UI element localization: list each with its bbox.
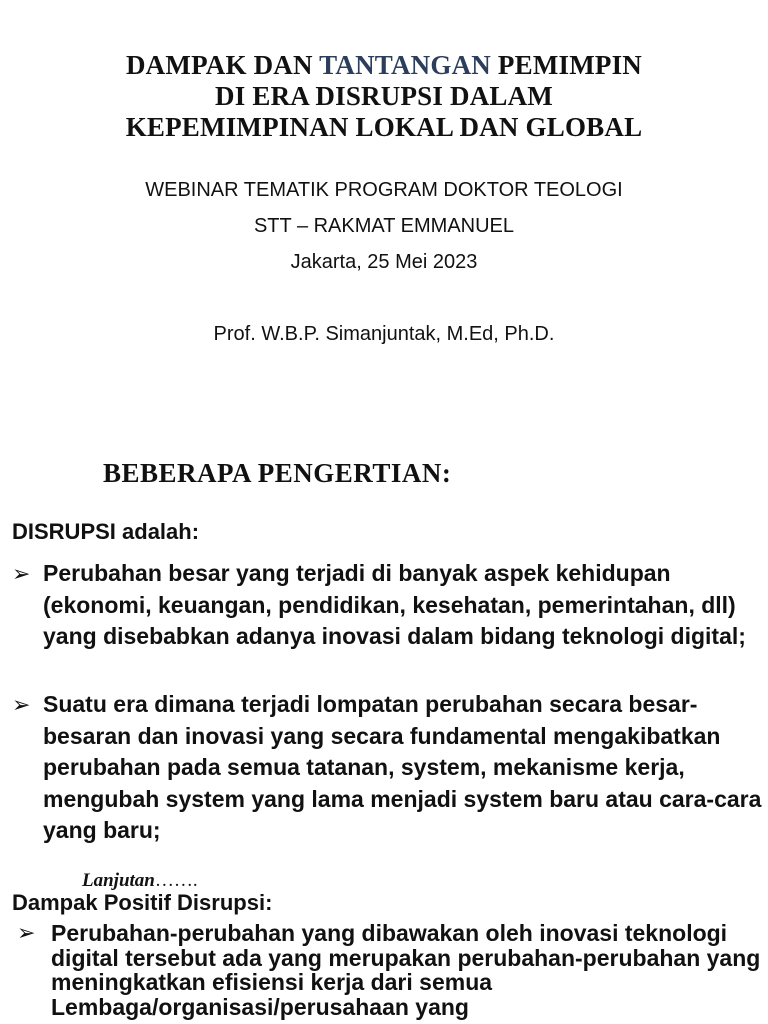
list-item-text: Suatu era dimana terjadi lompatan perubahan secara besar-besaran dan inovasi yang secara fundamental mengakibatkan perubahan pada semua tatanan, system, mekanisme kerja, mengubah system yang lama menjadi system baru atau cara-cara yang baru; (43, 691, 762, 843)
list-item (12, 689, 762, 847)
title-accent-word: TANTANGAN (319, 50, 491, 80)
event-date: Jakarta, 25 Mei 2023 (290, 251, 478, 273)
title-line-1: DAMPAK DAN TANTANGAN PEMIMPIN (125, 50, 643, 80)
positive-impact-label: Dampak Positif Disrupsi: (12, 890, 273, 915)
list-item-text: Perubahan besar yang terjadi di banyak aspek kehidupan (ekonomi, keuangan, pendidikan, kesehatan, pemerintahan, dll) yang disebabkan adanya inovasi dalam bidang teknologi digital; (43, 560, 746, 649)
event-name: WEBINAR TEMATIK PROGRAM DOKTOR TEOLOGI (145, 179, 623, 201)
arrowhead-bullet-icon: ➢ (12, 692, 31, 717)
arrowhead-bullet-icon: ➢ (12, 561, 31, 586)
continued-note: Lanjutan……. (82, 870, 198, 891)
title-line-2: DI ERA DISRUPSI DALAM (215, 81, 553, 111)
section-heading: BEBERAPA PENGERTIAN: (103, 458, 452, 488)
list-item (17, 921, 762, 1019)
event-organizer: STT – RAKMAT EMMANUEL (253, 215, 515, 237)
title-line-3: KEPEMIMPINAN LOKAL DAN GLOBAL (125, 112, 643, 142)
definition-label: DISRUPSI adalah: (12, 519, 200, 544)
list-item (12, 558, 762, 653)
list-item-text: Perubahan-perubahan yang dibawakan oleh inovasi teknologi digital tersebut ada yang merupakan perubahan-perubahan yang meningkatkan efisiensi kerja dari semua Lembaga/organisasi/perusahaan yang (51, 920, 761, 1020)
document-title (0, 50, 768, 143)
speaker-name: Prof. W.B.P. Simanjuntak, M.Ed, Ph.D. (213, 323, 555, 345)
arrowhead-bullet-icon: ➢ (17, 920, 36, 945)
